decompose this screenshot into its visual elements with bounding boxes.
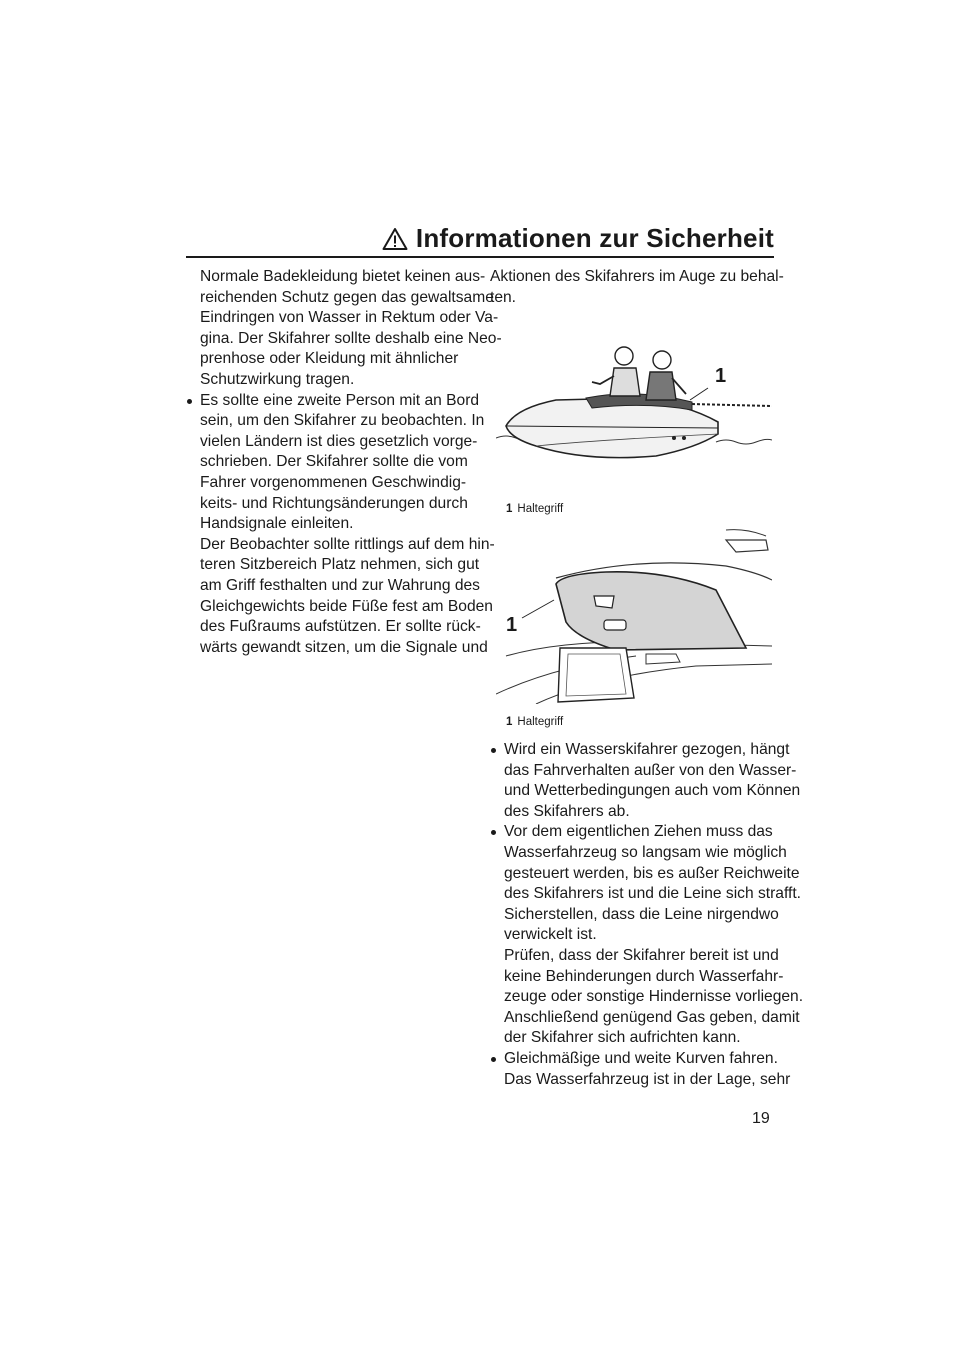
warning-triangle-icon [382,227,408,251]
text-line: Anschließend genügend Gas geben, damit [504,1008,800,1026]
text-line: Eindringen von Wasser in Rektum oder Va- [200,309,499,327]
text-line: keine Behinderungen durch Wasserfahr- [504,967,784,985]
figure1-caption-text: Haltegriff [517,503,564,515]
text-line: vielen Ländern ist dies gesetzlich vorge- [200,432,478,450]
right-column-bottom [490,740,804,1090]
text-line: der Skifahrer sich aufrichten kann. [504,1029,741,1047]
right-column-top [490,267,784,308]
text-line: des Fußraums aufstützen. Er sollte rück- [200,618,481,636]
text-line: des Skifahrers ab. [504,802,630,820]
left-column [186,267,502,658]
page-title: Informationen zur Sicherheit [415,223,774,253]
text-line: zeuge oder sonstige Hindernisse vorliegen. [504,988,804,1006]
text-line: am Griff festhalten und zur Wahrung des [200,576,480,594]
figure2-caption-num: 1 [506,716,513,728]
grab-handle-illustration [496,526,772,704]
text-line: Wasserfahrzeug so langsam wie möglich [504,843,787,861]
figure2-caption [506,716,563,728]
figure2-caption-text: Haltegriff [517,716,564,728]
figure1-caption-num: 1 [506,503,513,515]
text-line: gina. Der Skifahrer sollte deshalb eine Neo- [200,329,502,347]
text-line: teren Sitzbereich Platz nehmen, sich gut [200,556,480,574]
text-line: keits- und Richtungsänderungen durch [200,494,468,512]
text-line: Normale Badekleidung bietet keinen aus- [200,268,486,285]
text-line: Fahrer vorgenommenen Geschwindig- [200,473,467,491]
text-line: verwickelt ist. [504,926,597,944]
text-line: Sicherstellen, dass die Leine nirgendwo [504,905,779,923]
header-inner [382,223,774,256]
text-line: das Fahrverhalten außer von den Wasser- [504,761,797,779]
text-line: gesteuert werden, bis es außer Reichweite [504,864,800,882]
text-line: sein, um den Skifahrer zu beobachten. In [200,412,485,430]
text-line: wärts gewandt sitzen, um die Signale und [200,638,488,656]
text-line: des Skifahrers ist und die Leine sich strafft. [504,885,802,903]
text-line: ten. [490,288,517,306]
jet-ski-riders-illustration [496,338,772,470]
figure2-callout: 1 [506,614,518,636]
text-line: Aktionen des Skifahrers im Auge zu behal- [490,268,784,285]
text-line: prenhose oder Kleidung mit ähnlicher [200,350,459,368]
text-line: und Wetterbedingungen auch vom Können [504,782,801,800]
text-line: Gleichgewichts beide Füße fest am Boden [200,597,493,615]
figure1-callout: 1 [715,365,727,387]
text-line: Handsignale einleiten. [200,515,354,533]
text-line: reichenden Schutz gegen das gewaltsame [200,288,494,306]
text-line: Schutzwirkung tragen. [200,370,355,388]
text-line: schrieben. Der Skifahrer sollte die vom [200,453,468,471]
page-header [186,222,774,258]
figure1-caption [506,503,563,515]
bullet-item-line: Vor dem eigentlichen Ziehen muss das [490,822,776,843]
text-line: Prüfen, dass der Skifahrer bereit ist und [504,946,779,964]
bullet-item-line: Wird ein Wasserskifahrer gezogen, hängt [490,740,776,761]
text-line: Der Beobachter sollte rittlings auf dem hin- [200,535,495,553]
page-number: 19 [752,1110,770,1127]
bullet-item-line: Gleichmäßige und weite Kurven fahren. [490,1049,776,1070]
text-line: Das Wasserfahrzeug ist in der Lage, sehr [504,1070,791,1088]
bullet-item-line: Es sollte eine zweite Person mit an Bord [186,391,476,412]
